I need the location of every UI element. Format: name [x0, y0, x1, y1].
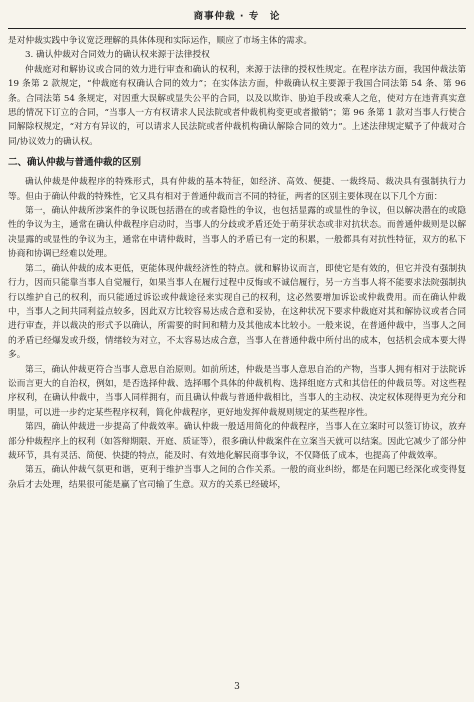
page-number: 3: [234, 682, 240, 692]
paragraph: 确认仲裁是仲裁程序的特殊形式，具有仲裁的基本特征，如经济、高效、便捷、一裁终局、裁决具有强制执行力等。但由于确认仲裁的特殊性，它又具有相对于普通仲裁而言不同的特征，两者的区别主要体现在以下几个方面：: [8, 177, 466, 202]
header-rule: [8, 28, 466, 29]
paragraph: 第四，确认仲裁进一步提高了仲裁效率。确认仲裁一般适用简化的仲裁程序，当事人在立案时可以签订协议，放弃部分仲裁程序上的权利（如答辩期限、开庭、质证等），很多确认仲裁案件在立案当天就可以结案。因此它减少了部分仲裁环节，具有灵活、简便、快捷的特点，能及时、有效地化解民商事争议，不仅降低了成本，也提高了仲裁效率。: [8, 422, 466, 461]
paragraph: 仲裁庭对和解协议或合同的效力进行审查和确认的权利，来源于法律的授权性规定。在程序法方面，我国仲裁法第 19 条第 2 款规定，“仲裁庭有权确认合同的效力”；在实体法方面，仲裁确认权主要源于我国合同法第 54 条、第 96 条。合同法第 54 条规定，对因重大误解或显失公平的合同，以及以欺诈、胁迫手段或乘人之危，使对方在违背真实意思的情况下订立的合同，“当事人一方有权请求人民法院或者仲裁机构变更或者撤销”；第 96 条第 1 款对当事人行使合同解除权规定，“对方有异议的，可以请求人民法院或者仲裁机构确认解除合同的效力”。上述法律规定赋予了仲裁对合同/协议效力的确认权。: [8, 64, 466, 147]
paragraph: 第三，确认仲裁更符合当事人意思自治原则。如前所述，仲裁是当事人意思自治的产物，当事人拥有相对于法院诉讼而言更大的自治权，例如，是否选择仲裁、选择哪个具体的仲裁机构、选择组庭方式和其信任的仲裁员等。对这些程序权利，在确认仲裁中，当事人同样拥有，而且确认仲裁与普通仲裁相比，当事人的主动权、决定权体现得更为充分和明显，可以进一步约定某些程序权利，简化仲裁程序，更好地发挥仲裁规则规定的某些程序性。: [8, 364, 466, 418]
article-body: [8, 34, 466, 492]
paragraph: 第二，确认仲裁的成本更低，更能体现仲裁经济性的特点。就和解协议而言，即使它是有效的，但它并没有强制执行力，因而只能靠当事人自觉履行，如果当事人在履行过程中反悔或不诚信履行，另一方当事人将不能要求法院强制执行以维护自己的权利，而只能通过诉讼或仲裁途径来实现自己的权利，这必然要增加诉讼或仲裁费用。而在确认仲裁中，当事人之间共同利益点较多，因此双方比较容易达成合意和妥协，在这种状况下要求仲裁庭对其和解协议或者合同进行审查，并以裁决的形式予以确认，所需要的时间和精力及其他成本比较小。一般来说，在普通仲裁中，当事人之间的矛盾已经爆发或升级，情绪较为对立，不太容易达成合意，当事人在普通仲裁中所付出的成本，包括机会成本要大得多。: [8, 263, 466, 361]
paragraph: 第一，确认仲裁所涉案件的争议既包括潜在的或者隐性的争议，也包括显露的或显性的争议，但以解决潜在的或隐性的争议为主，通常在确认仲裁程序启动时，当事人的分歧或矛盾还处于萌芽状态或非对抗状态。而普通仲裁则是以解决显露的或显性的争议为主，通常在申请仲裁时，当事人的矛盾已有一定的积累，一般都具有对抗性特征，双方的私下协商和协调已经难以处理。: [8, 206, 466, 260]
subheading-3: 3. 确认仲裁对合同效力的确认权来源于法律授权: [25, 50, 210, 61]
paragraph: 第五，确认仲裁气氛更和谐，更利于维护当事人之间的合作关系。一般的商业纠纷，都是在问题已经深化或变得复杂后才去处理，结果很可能是赢了官司输了生意。双方的关系已经破坏，: [8, 465, 466, 490]
running-header: 商事仲裁 · 专 论: [193, 11, 281, 22]
section-heading: 二、确认仲裁与普通仲裁的区别: [8, 157, 142, 169]
paragraph-continuation: 是对仲裁实践中争议宽泛理解的具体体现和实际运作，顺应了市场主体的需求。: [8, 36, 313, 46]
